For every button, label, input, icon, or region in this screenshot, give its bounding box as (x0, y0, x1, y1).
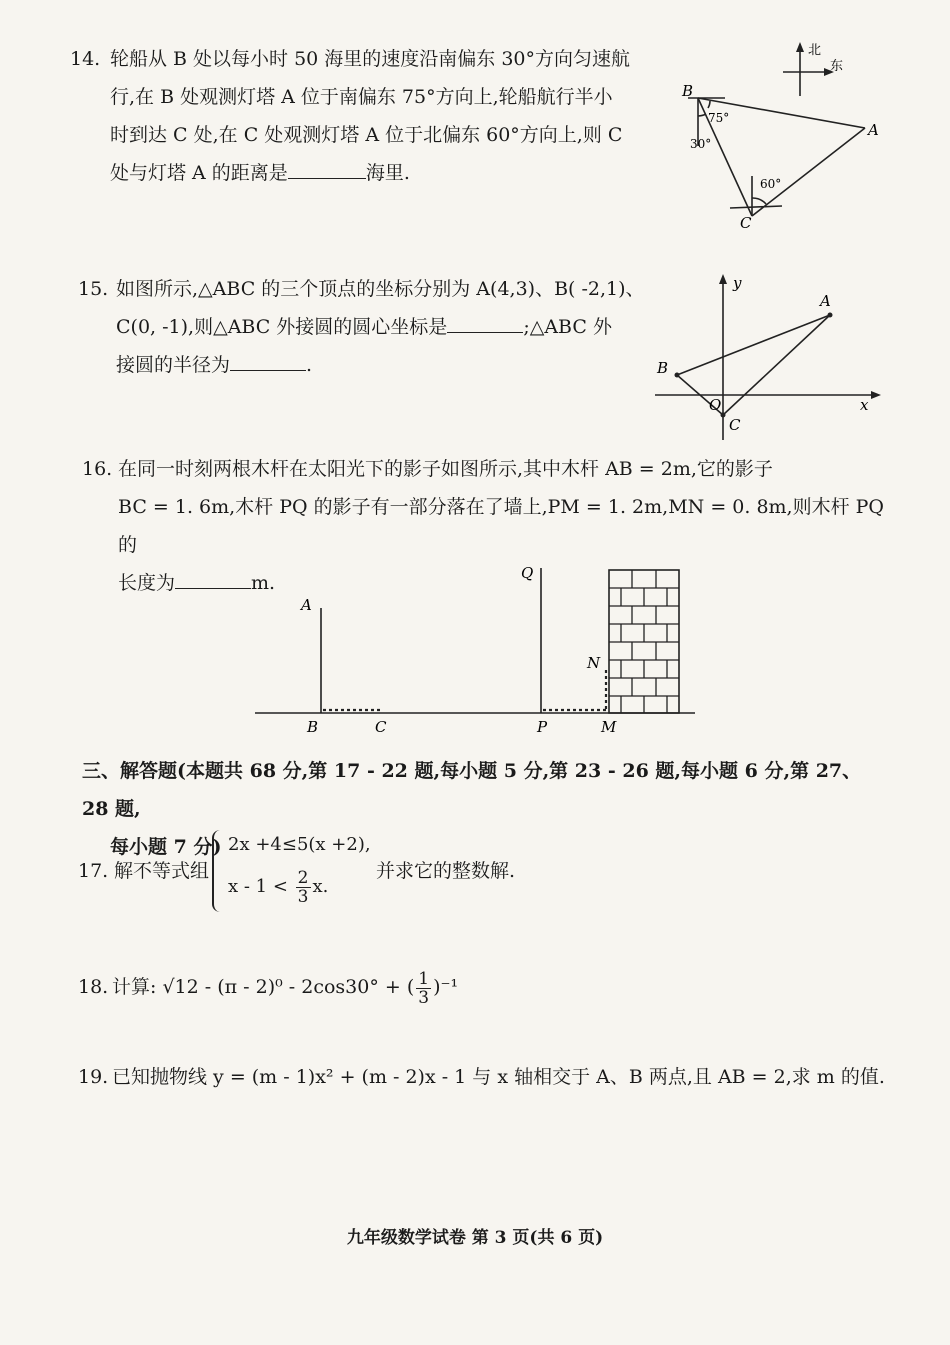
question-text-line: ;△ABC 外 (523, 316, 612, 338)
section-header-line: 三、解答题(本题共 68 分,第 17 - 22 题,每小题 5 分,第 23 - 26 题,每小题 6 分,第 27、28 题, (82, 760, 862, 820)
question-text-line: 处与灯塔 A 的距离是 (110, 162, 288, 184)
label-A: A (868, 121, 879, 139)
question-text-line: 时到达 C 处,在 C 处观测灯塔 A 位于北偏东 60°方向上,则 C (110, 124, 623, 146)
label-M: M (601, 718, 617, 736)
question-number: 15. (78, 278, 109, 300)
axis-y-label: y (733, 274, 742, 292)
question-text-line: 在同一时刻两根木杆在太阳光下的影子如图所示,其中木杆 AB = 2m,它的影子 (118, 458, 773, 480)
fraction-denominator: 3 (297, 886, 309, 907)
axis-x-label: x (860, 396, 869, 414)
angle-30: 30° (690, 137, 712, 151)
inequality-1: 2x +4≤5(x +2), (228, 834, 371, 855)
label-north: 北 (808, 43, 822, 58)
answer-blank[interactable] (447, 310, 523, 333)
fraction (296, 869, 311, 906)
answer-blank[interactable] (230, 348, 306, 371)
label-Q: Q (521, 564, 534, 582)
question-text-line: BC = 1. 6m,木杆 PQ 的影子有一部分落在了墙上,PM = 1. 2m,MN = 0. 8m,则木杆 PQ 的 (118, 496, 884, 556)
question-number: 16. (82, 458, 113, 480)
question-18 (78, 968, 458, 1007)
question-text-line: 行,在 B 处观测灯塔 A 位于南偏东 75°方向上,轮船航行半小 (110, 86, 613, 108)
label-east: 东 (830, 59, 844, 74)
label-B: B (682, 82, 694, 100)
label-B: B (657, 359, 669, 377)
section-header-line: 每小题 7 分) (110, 836, 222, 858)
question-text-line: 长度为 (118, 572, 176, 594)
page-footer: 九年级数学试卷 第 3 页(共 6 页) (346, 1228, 604, 1248)
question-text-line: C(0, -1),则△ABC 外接圆的圆心坐标是 (116, 316, 448, 338)
q14-figure (670, 38, 900, 238)
q15-figure (645, 270, 885, 445)
question-number: 14. (70, 48, 101, 70)
section-header (82, 752, 882, 866)
fraction-numerator: 2 (297, 867, 309, 888)
fraction-numerator: 1 (418, 968, 430, 989)
question-19 (78, 1058, 898, 1096)
inequality-2 (228, 868, 328, 906)
question-text: 计算: √12 - (π - 2)⁰ - 2cos30° + ( (112, 976, 415, 998)
fraction (416, 970, 431, 1007)
question-number: 19. (78, 1066, 109, 1088)
inequality-2-left: x - 1 < (228, 876, 288, 897)
question-text-line: . (306, 354, 313, 376)
inequality-2-right: x. (312, 876, 329, 897)
question-17 (78, 852, 209, 890)
question-text: 已知抛物线 y = (m - 1)x² + (m - 2)x - 1 与 x 轴相交于 A、B 两点,且 AB = 2,求 m 的值. (112, 1066, 885, 1088)
label-A: A (820, 292, 831, 310)
question-15 (78, 270, 658, 384)
question-14 (70, 40, 660, 192)
question-number: 17. (78, 860, 109, 882)
question-text-tail: )⁻¹ (433, 976, 459, 998)
answer-blank[interactable] (288, 156, 366, 179)
label-O: O (709, 396, 722, 414)
label-N: N (587, 654, 601, 672)
angle-75: 75° (708, 111, 730, 125)
question-prompt: 解不等式组 (114, 860, 210, 882)
question-number: 18. (78, 976, 109, 998)
angle-60: 60° (760, 177, 782, 191)
system-brace (212, 830, 228, 912)
label-C: C (729, 416, 741, 434)
q16-figure (245, 560, 705, 740)
label-P: P (537, 718, 548, 736)
question-text-line: 海里. (365, 162, 410, 184)
label-C: C (740, 214, 752, 232)
question-text-line: 接圆的半径为 (116, 354, 231, 376)
fraction-denominator: 3 (418, 987, 430, 1008)
answer-blank[interactable] (175, 566, 251, 589)
question-text-line: m. (251, 572, 276, 594)
question-17-tail: 并求它的整数解. (376, 860, 516, 882)
label-A: A (301, 596, 312, 614)
question-text-line: 轮船从 B 处以每小时 50 海里的速度沿南偏东 30°方向匀速航 (110, 48, 631, 70)
label-B: B (307, 718, 319, 736)
question-text-line: 如图所示,△ABC 的三个顶点的坐标分别为 A(4,3)、B( -2,1)、 (116, 278, 645, 300)
label-C: C (375, 718, 387, 736)
